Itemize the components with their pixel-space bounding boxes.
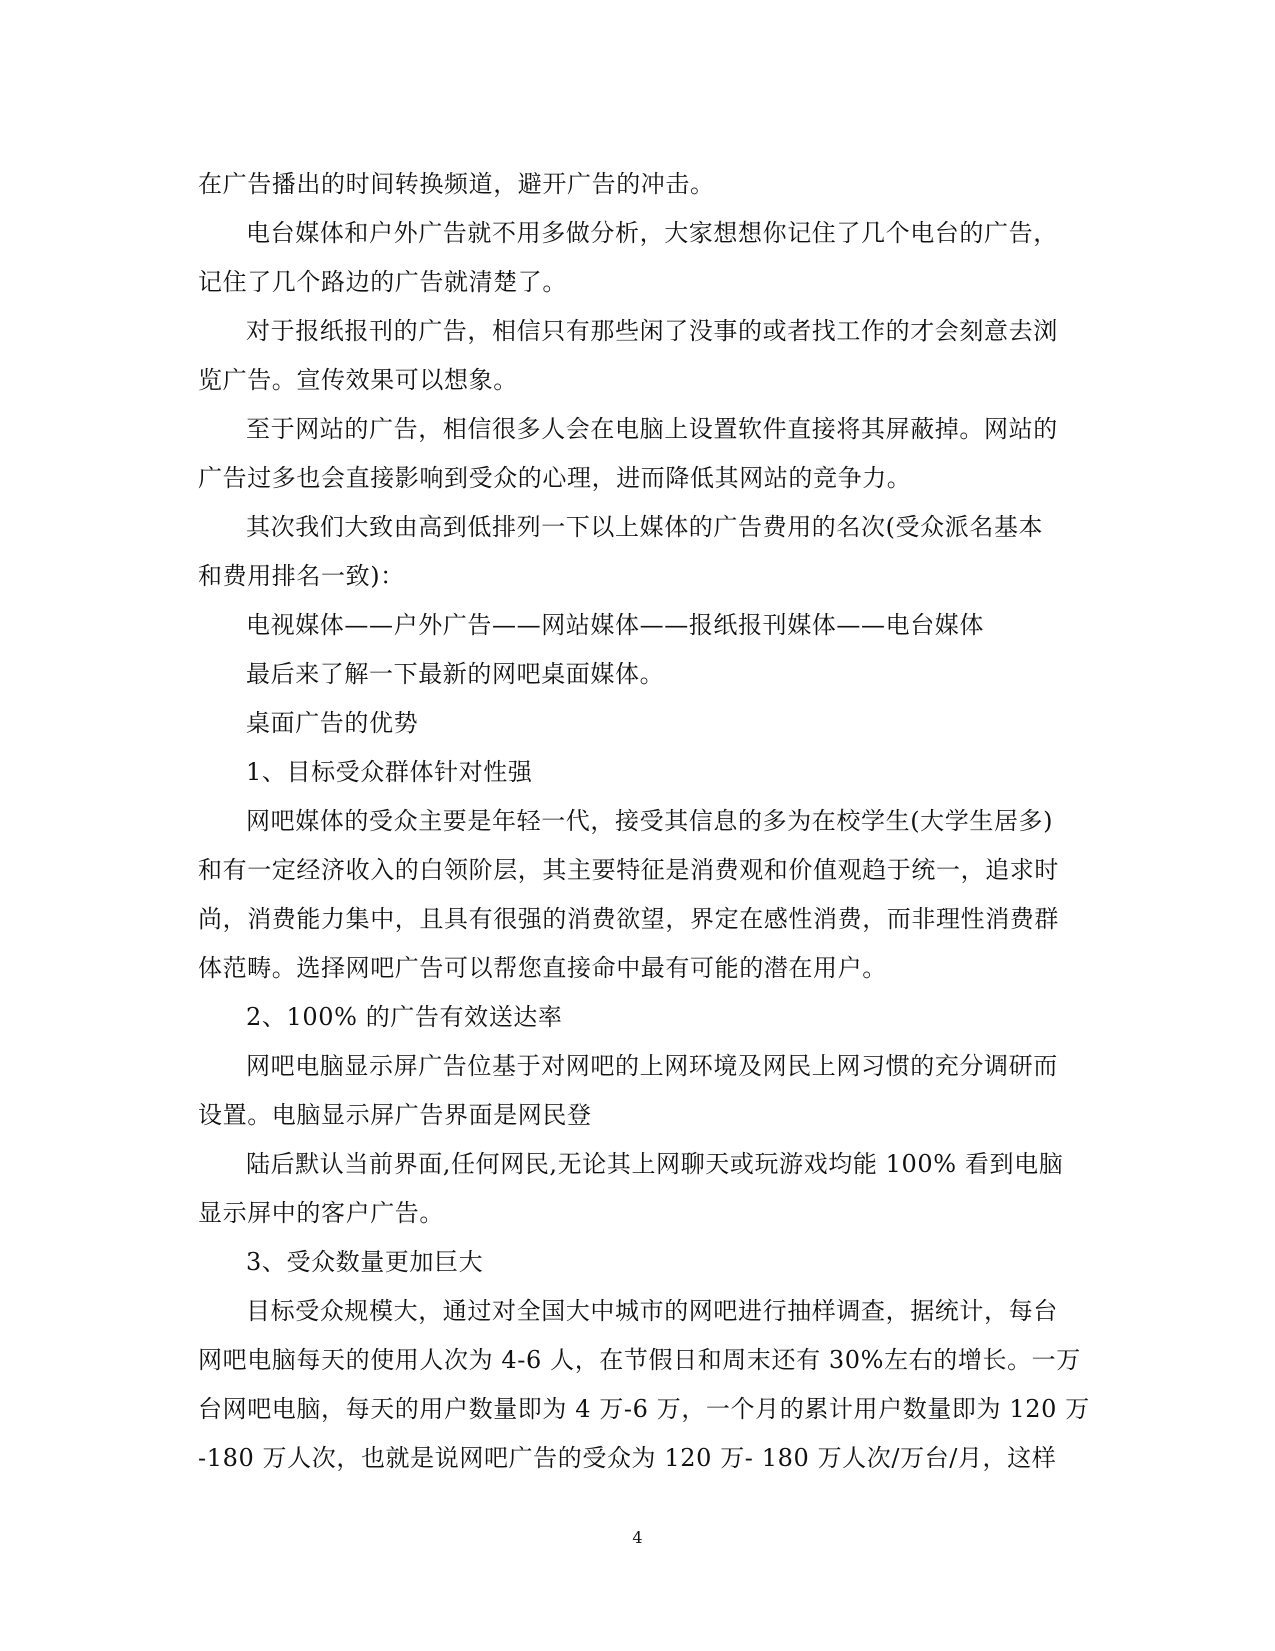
body-text	[198, 160, 1090, 1483]
text-line: 在广告播出的时间转换频道，避开广告的冲击。	[198, 170, 715, 198]
text-line: 1、目标受众群体针对性强	[246, 758, 533, 786]
text-line: 对于报纸报刊的广告，相信只有那些闲了没事的或者找工作的才会刻意去浏	[246, 317, 1058, 345]
text-line: 和费用排名一致)：	[198, 562, 405, 590]
text-line: 广告过多也会直接影响到受众的心理，进而降低其网站的竞争力。	[198, 464, 912, 492]
text-line: 电视媒体——户外广告——网站媒体——报纸报刊媒体——电台媒体	[246, 611, 984, 639]
text-line: 台网吧电脑，每天的用户数量即为 4 万-6 万，一个月的累计用户数量即为 120 万	[198, 1395, 1090, 1423]
text-line: 设置。电脑显示屏广告界面是网民登	[198, 1101, 592, 1129]
text-line: 体范畴。选择网吧广告可以帮您直接命中最有可能的潜在用户。	[198, 954, 887, 982]
text-line: 网吧媒体的受众主要是年轻一代，接受其信息的多为在校学生(大学生居多)	[246, 807, 1054, 835]
text-line: 网吧电脑显示屏广告位基于对网吧的上网环境及网民上网习惯的充分调研而	[246, 1052, 1058, 1080]
text-line: 桌面广告的优势	[246, 709, 419, 737]
text-line: 最后来了解一下最新的网吧桌面媒体。	[246, 660, 665, 688]
text-line: 其次我们大致由高到低排列一下以上媒体的广告费用的名次(受众派名基本	[246, 513, 1044, 541]
text-line: 尚，消费能力集中，且具有很强的消费欲望，界定在感性消费，而非理性消费群	[198, 905, 1059, 933]
text-line: 网吧电脑每天的使用人次为 4-6 人，在节假日和周末还有 30%左右的增长。一万	[198, 1346, 1081, 1374]
page-number: 4	[632, 1528, 643, 1547]
text-line: 记住了几个路边的广告就清楚了。	[198, 268, 567, 296]
text-line: 电台媒体和户外广告就不用多做分析，大家想想你记住了几个电台的广告，	[246, 219, 1058, 247]
text-line: -180 万人次，也就是说网吧广告的受众为 120 万- 180 万人次/万台/月，这样	[198, 1444, 1057, 1472]
text-line: 目标受众规模大，通过对全国大中城市的网吧进行抽样调查，据统计，每台	[246, 1297, 1058, 1325]
text-line: 至于网站的广告，相信很多人会在电脑上设置软件直接将其屏蔽掉。网站的	[246, 415, 1058, 443]
text-line: 3、受众数量更加巨大	[246, 1248, 484, 1276]
text-line: 2、100% 的广告有效送达率	[246, 1003, 563, 1031]
text-line: 显示屏中的客户广告。	[198, 1199, 444, 1227]
text-line: 览广告。宣传效果可以想象。	[198, 366, 518, 394]
text-line: 陆后默认当前界面,任何网民,无论其上网聊天或玩游戏均能 100% 看到电脑	[246, 1150, 1064, 1178]
text-line: 和有一定经济收入的白领阶层，其主要特征是消费观和价值观趋于统一，追求时	[198, 856, 1059, 884]
